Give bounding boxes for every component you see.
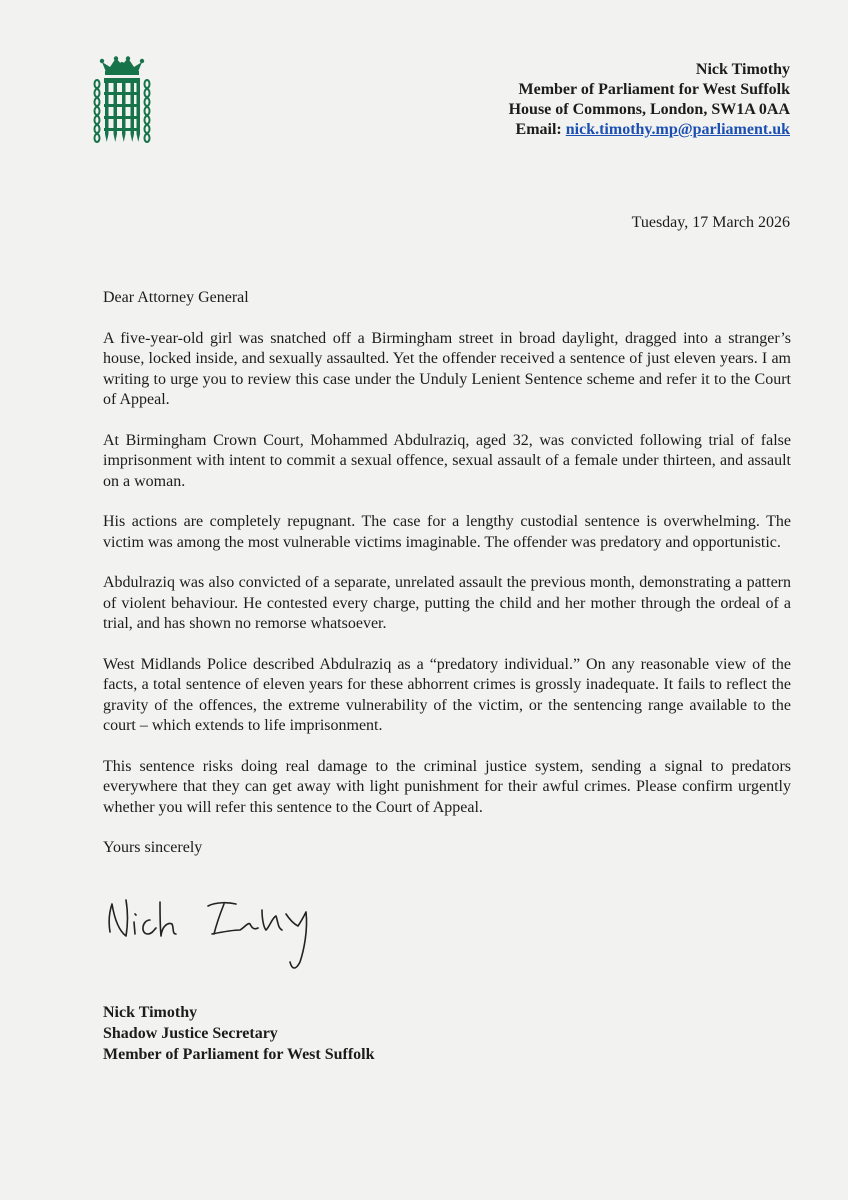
header-email-line bbox=[270, 120, 790, 140]
portcullis-icon bbox=[92, 56, 152, 148]
salutation: Dear Attorney General bbox=[103, 289, 249, 306]
signoff-role: Member of Parliament for West Suffolk bbox=[103, 1046, 375, 1063]
letter-body bbox=[103, 288, 791, 879]
email-label: Email: bbox=[515, 121, 566, 138]
paragraph: At Birmingham Crown Court, Mohammed Abdulraziq, aged 32, was convicted following trial of false imprisonment with intent to commit a sexual offence, sexual assault of a female under thirteen, and assault on a woman. bbox=[103, 431, 791, 490]
paragraph: His actions are completely repugnant. The case for a lengthy custodial sentence is overwhelming. The victim was among the most vulnerable victims imaginable. The offender was predatory and opportunistic. bbox=[103, 513, 791, 551]
signoff-title: Shadow Justice Secretary bbox=[103, 1025, 278, 1042]
signoff-name: Nick Timothy bbox=[103, 1004, 198, 1021]
paragraph: This sentence risks doing real damage to the criminal justice system, sending a signal to predators everywhere that they can get away with light punishment for their awful crimes. Please confirm urgently whether you will refer this sentence to the Court of Appeal. bbox=[103, 757, 791, 816]
handwritten-signature bbox=[104, 890, 334, 980]
header-name: Nick Timothy bbox=[695, 61, 790, 78]
signoff-block bbox=[103, 1002, 375, 1065]
closing: Yours sincerely bbox=[103, 839, 203, 856]
email-link[interactable]: nick.timothy.mp@parliament.uk bbox=[565, 121, 790, 138]
paragraph: A five-year-old girl was snatched off a Birmingham street in broad daylight, dragged into a stranger’s house, locked inside, and sexually assaulted. Yet the offender received a sentence of just eleven years. I am writing to urge you to review this case under the Unduly Lenient Sentence scheme and refer it to the Court of Appeal. bbox=[103, 329, 791, 408]
header-role: Member of Parliament for West Suffolk bbox=[518, 81, 790, 98]
paragraph: West Midlands Police described Abdulraziq as a “predatory individual.” On any reasonable view of the facts, a total sentence of eleven years for these abhorrent crimes is grossly inadequate. It fails to reflect the gravity of the offences, the extreme vulnerability of the victim, or the sentencing range available to the court – which extends to life imprisonment. bbox=[103, 655, 791, 734]
letterhead bbox=[270, 60, 790, 140]
letter-date: Tuesday, 17 March 2026 bbox=[631, 214, 790, 231]
header-address: House of Commons, London, SW1A 0AA bbox=[508, 101, 790, 118]
paragraph: Abdulraziq was also convicted of a separate, unrelated assault the previous month, demonstrating a pattern of violent behaviour. He contested every charge, putting the child and her mother through the ordeal of a trial, and has shown no remorse whatsoever. bbox=[103, 574, 791, 632]
